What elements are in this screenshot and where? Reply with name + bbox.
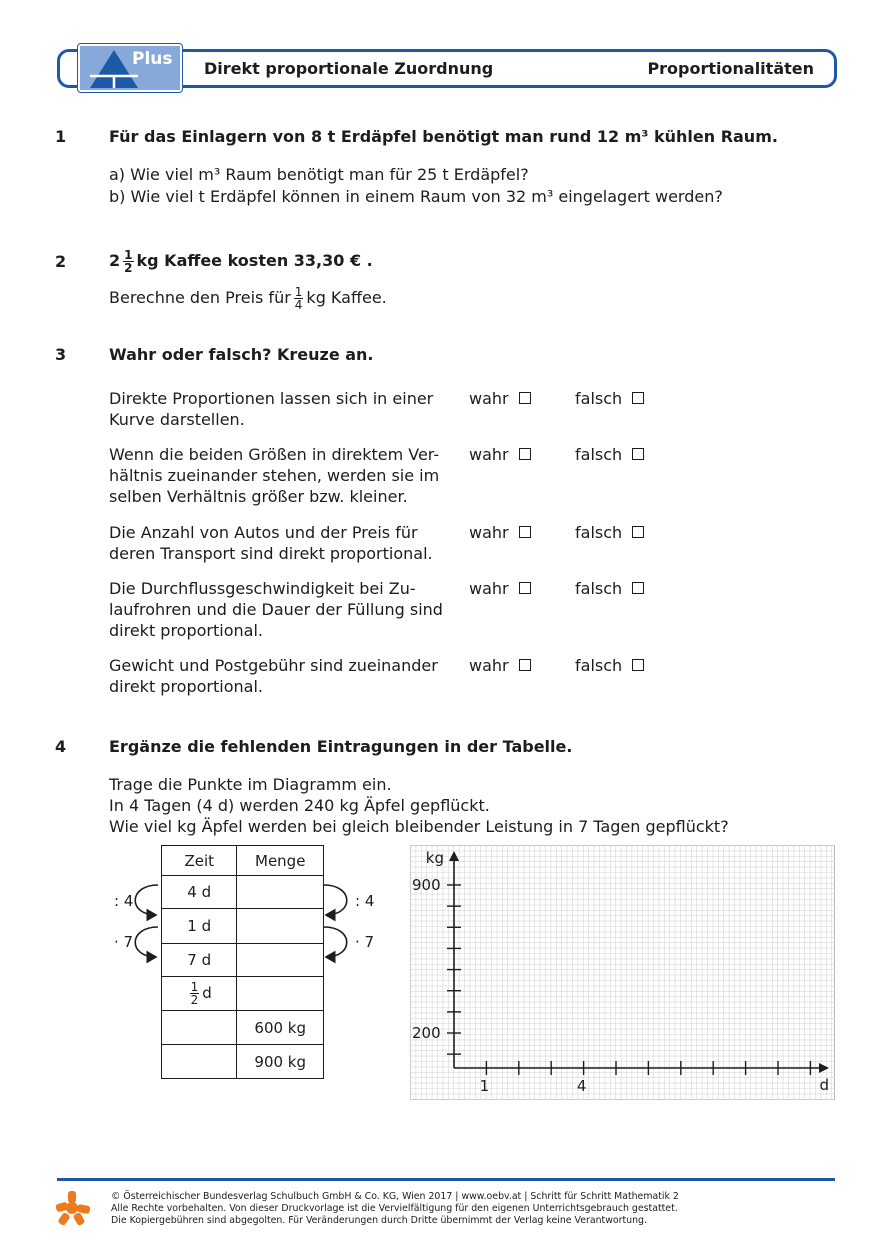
task-number: 2: [55, 252, 67, 271]
footer-text: © Österreichischer Bundesverlag Schulbuch GmbH & Co. KG, Wien 2017 | www.oebv.at | Schritt für Schritt Mathematik 2 Alle Rechte vorbehalten. Von dieser Druckvorlage ist die Vervielfältigung für den eigenen Unterrichtsgebrauch gestattet. Die Kopiergebühren sind abgegolten. Für Veränderungen durch Dritte übernimmt der Verlag keine Verantwortung.: [111, 1191, 679, 1226]
table-cell-time: 7 d: [162, 944, 237, 977]
statement: Direkte Proportionen lassen sich in einer Kurve darstellen.: [109, 389, 434, 429]
task-item: b) Wie viel t Erdäpfel können in einem Raum von 32 m³ eingelagert werden?: [109, 187, 723, 206]
checkbox[interactable]: [632, 392, 644, 404]
table-cell-amount[interactable]: [237, 977, 324, 1011]
checkbox[interactable]: [632, 582, 644, 594]
task-number: 4: [55, 737, 67, 756]
statement: Wenn die beiden Größen in direktem Ver- hältnis zueinander stehen, werden sie im selben Verhältnis größer bzw. kleiner.: [109, 445, 440, 506]
table-cell-time[interactable]: [162, 1045, 237, 1079]
true-option[interactable]: wahr: [469, 522, 531, 543]
false-option[interactable]: falsch: [575, 522, 644, 543]
operator-label: · 7: [114, 933, 134, 951]
checkbox[interactable]: [519, 392, 531, 404]
task-line: In 4 Tagen (4 d) werden 240 kg Äpfel gepflückt.: [109, 796, 490, 815]
checkbox[interactable]: [632, 448, 644, 460]
false-option[interactable]: falsch: [575, 578, 644, 599]
task-heading: Für das Einlagern von 8 t Erdäpfel benötigt man rund 12 m³ kühlen Raum.: [109, 127, 778, 146]
table-cell-time: $\frac{1}{2}$ d: [162, 977, 237, 1011]
statement: Gewicht und Postgebühr sind zueinander direkt proportional.: [109, 656, 438, 696]
task-body: Berechne den Preis für $\frac{1}{4}$ kg Kaffee.: [109, 285, 387, 312]
table-cell-amount: 900 kg: [237, 1045, 324, 1079]
checkbox[interactable]: [632, 659, 644, 671]
column-header-time: Zeit: [162, 846, 237, 876]
checkbox[interactable]: [632, 526, 644, 538]
operator-label: : 4: [355, 892, 375, 910]
operator-arrows: [120, 875, 370, 965]
mixed-number-whole: 2: [109, 251, 121, 270]
operator-label: : 4: [114, 892, 134, 910]
false-option[interactable]: falsch: [575, 388, 644, 409]
footer-rule: [57, 1178, 835, 1181]
false-option[interactable]: falsch: [575, 655, 644, 676]
x-axis-label: d: [819, 1076, 829, 1094]
task-item: a) Wie viel m³ Raum benötigt man für 25 t Erdäpfel?: [109, 165, 529, 184]
task-line: Trage die Punkte im Diagramm ein.: [109, 775, 392, 794]
chapter-title: Proportionalitäten: [647, 59, 814, 78]
arrow-left-mul: [135, 927, 158, 957]
y-axis-label: kg: [425, 849, 444, 867]
fraction: $\frac{1}{4}$: [294, 285, 303, 312]
task-heading: [109, 244, 373, 278]
statement: Die Anzahl von Autos und der Preis für deren Transport sind direkt proportional.: [109, 523, 433, 563]
task-line: Wie viel kg Äpfel werden bei gleich bleibender Leistung in 7 Tagen gepflückt?: [109, 817, 729, 836]
arrow-right-div: [324, 885, 347, 915]
publisher-logo-icon: [55, 1190, 91, 1226]
heading-rest: kg Kaffee kosten 33,30 € .: [136, 251, 373, 270]
checkbox[interactable]: [519, 448, 531, 460]
table-cell-time[interactable]: [162, 1011, 237, 1045]
task-heading: Wahr oder falsch? Kreuze an.: [109, 345, 374, 364]
x-tick-label: 1: [479, 1077, 490, 1095]
true-option[interactable]: wahr: [469, 388, 531, 409]
x-tick-label: 4: [576, 1077, 587, 1095]
table-cell-amount: 600 kg: [237, 1011, 324, 1045]
table-cell-time: 1 d: [162, 909, 237, 944]
arrow-left-div: [135, 885, 158, 915]
page-title: Direkt proportionale Zuordnung: [204, 59, 494, 78]
coordinate-grid-chart[interactable]: [410, 845, 835, 1100]
fraction: $\frac{1}{2}$: [190, 980, 199, 1007]
y-tick-label: 200: [412, 1024, 441, 1042]
operator-label: · 7: [355, 933, 375, 951]
true-option[interactable]: wahr: [469, 578, 531, 599]
task-heading: Ergänze die fehlenden Eintragungen in der Tabelle.: [109, 737, 573, 756]
checkbox[interactable]: [519, 526, 531, 538]
header-logo: [77, 43, 183, 93]
checkbox[interactable]: [519, 582, 531, 594]
logo-label: Plus: [132, 49, 173, 69]
false-option[interactable]: falsch: [575, 444, 644, 465]
statement: Die Durchflussgeschwindigkeit bei Zu- laufrohren und die Dauer der Füllung sind direkt proportional.: [109, 579, 443, 640]
arrow-right-mul: [324, 927, 347, 957]
y-tick-label: 900: [412, 876, 441, 894]
checkbox[interactable]: [519, 659, 531, 671]
column-header-amount: Menge: [237, 846, 324, 876]
task-number: 3: [55, 345, 67, 364]
task-number: 1: [55, 127, 67, 146]
true-option[interactable]: wahr: [469, 655, 531, 676]
fraction: $\frac{1}{2}$: [124, 248, 133, 275]
table-cell-time: 4 d: [162, 876, 237, 909]
true-option[interactable]: wahr: [469, 444, 531, 465]
